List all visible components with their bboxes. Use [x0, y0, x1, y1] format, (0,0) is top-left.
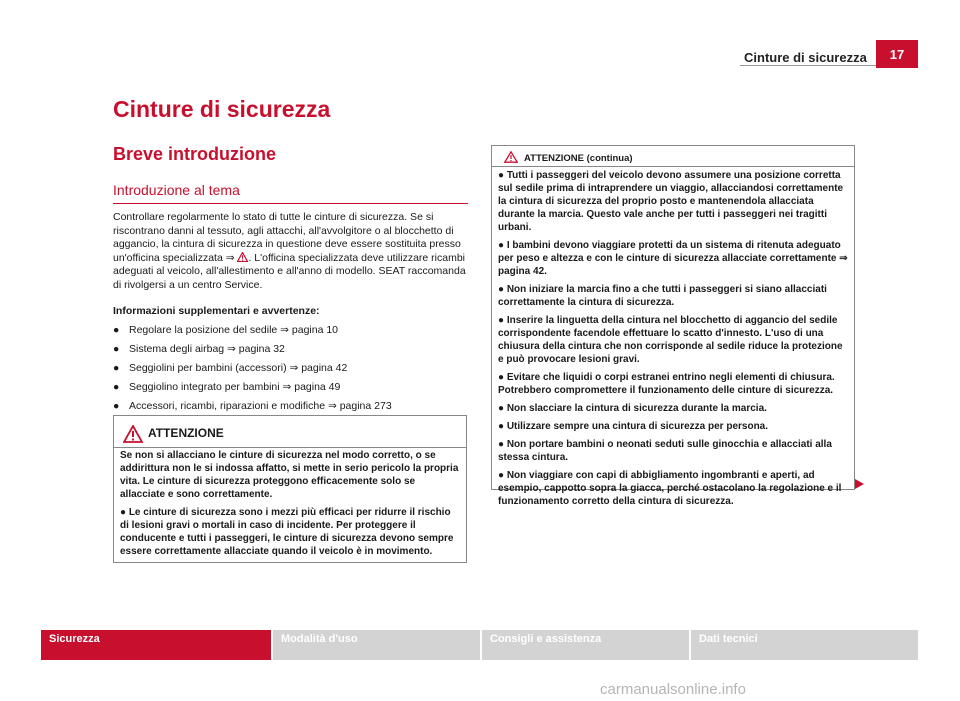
info-label: Informazioni supplementari e avvertenze: [113, 305, 320, 317]
warning-body [498, 169, 850, 513]
warning-item: ● Evitare che liquidi o corpi estranei entrino negli elementi di chiusura. Potrebbero compromettere il funzionamento delle cinture di sicurezza. [498, 372, 835, 396]
warning-body [120, 449, 462, 563]
running-header-rule [740, 65, 878, 66]
warning-triangle-icon [504, 151, 518, 163]
warning-divider [492, 166, 854, 167]
tab-modalita-d-uso[interactable]: Modalità d'uso [273, 630, 480, 660]
continue-arrow-icon[interactable] [855, 479, 864, 489]
bullet: ● [113, 400, 120, 412]
intro-paragraph [113, 211, 468, 292]
warning-divider [114, 447, 466, 448]
warning-triangle-icon[interactable] [237, 252, 248, 262]
section-heading: Introduzione al tema [113, 182, 240, 198]
warning-title: ATTENZIONE [148, 426, 224, 440]
warning-paragraph: ● Le cinture di sicurezza sono i mezzi più efficaci per ridurre il rischio di lesioni gravi o mortali in caso di incidente. Per proteggere il conducente e tutti i passeggeri, le cinture di sicurezza devono sempre essere correttamente allacciate quando il veicolo è in movimento. [120, 507, 454, 557]
warning-item: ● Non portare bambini o neonati seduti sulle ginocchia e allacciati alla stessa cintura. [498, 439, 832, 463]
subtitle: Breve introduzione [113, 144, 277, 164]
intro-text-2: . L'officina specializzata deve utilizzare ricambi adeguati al veicolo, all'allestimento e all'anno di modello. SEAT raccomanda di rivolgersi a un centro Service. [113, 251, 466, 291]
tab-sicurezza[interactable]: Sicurezza [41, 630, 271, 660]
warning-box-continued [491, 145, 855, 507]
info-list [113, 324, 468, 419]
intro-text-1: Controllare regolarmente lo stato di tutte le cinture di sicurezza. Se si riscontrano danni al tessuto, agli attacchi, all'avvolgitore o al blocchetto di aggancio, la cintura di sicurezza in questione deve essere sostituita presso un'officina specializzata ⇒ [113, 211, 461, 264]
warning-item: ● Non iniziare la marcia fino a che tutti i passeggeri si siano allacciati correttamente la cintura di sicurezza. [498, 284, 827, 308]
warning-item: ● I bambini devono viaggiare protetti da un sistema di ritenuta adeguato per peso e altezza e con le cinture di sicurezza allacciate correttamente ⇒ pagina 42. [498, 240, 848, 277]
bullet: ● [113, 343, 120, 355]
warning-item: ● Non viaggiare con capi di abbigliamento ingombranti e aperti, ad esempio, cappotto sopra la giacca, perché ostacolano la regolazione e il funzionamento corretto della cintura di sicurezza. [498, 470, 842, 507]
warning-paragraph: Se non si allacciano le cinture di sicurezza nel modo corretto, o se addirittura non le si indossa affatto, si mette in serio pericolo la propria vita. Le cinture di sicurezza proteggono efficacemente solo se allacciate e sono correttamente. [120, 450, 459, 500]
bullet: ● [113, 362, 120, 374]
list-item[interactable]: ● Regolare la posizione del sedile ⇒ pagina 10 [113, 324, 339, 336]
warning-triangle-icon [123, 425, 143, 443]
warning-item: ● Tutti i passeggeri del veicolo devono assumere una posizione corretta sul sedile prima di intraprendere un viaggio, allacciandosi correttamente la cintura di sicurezza del proprio posto e mantenendola allacciata durante la marcia. Questo vale anche per tutti i passeggeri nei tragitti urbani. [498, 170, 844, 233]
section-rule [113, 203, 468, 204]
page-number: 17 [876, 40, 918, 68]
warning-title: ATTENZIONE (continua) [524, 153, 633, 164]
watermark: carmanualsonline.info [600, 681, 746, 698]
list-item[interactable]: ● Sistema degli airbag ⇒ pagina 32 [113, 343, 285, 355]
list-item[interactable]: ● Seggiolini per bambini (accessori) ⇒ pagina 42 [113, 362, 348, 374]
warning-item: ● Inserire la linguetta della cintura nel blocchetto di aggancio del sedile corrispondente facendole effettuare lo scatto d'innesto. L'uso di una chiusura della cintura che non corrisponde al sedile riduce la protezione e può provocare lesioni gravi. [498, 315, 843, 365]
list-item[interactable]: ● Accessori, ricambi, riparazioni e modifiche ⇒ pagina 273 [113, 400, 392, 412]
list-item[interactable]: ● Seggiolino integrato per bambini ⇒ pagina 49 [113, 381, 341, 393]
warning-item: ● Non slacciare la cintura di sicurezza durante la marcia. [498, 403, 767, 414]
running-header-title: Cinture di sicurezza [744, 50, 867, 65]
warning-item: ● Utilizzare sempre una cintura di sicurezza per persona. [498, 421, 769, 432]
tab-dati-tecnici[interactable]: Dati tecnici [691, 630, 918, 660]
warning-box [113, 415, 467, 563]
bullet: ● [113, 381, 120, 393]
page-title: Cinture di sicurezza [113, 96, 331, 122]
bullet: ● [113, 324, 120, 336]
tab-consigli-e-assistenza[interactable]: Consigli e assistenza [482, 630, 689, 660]
